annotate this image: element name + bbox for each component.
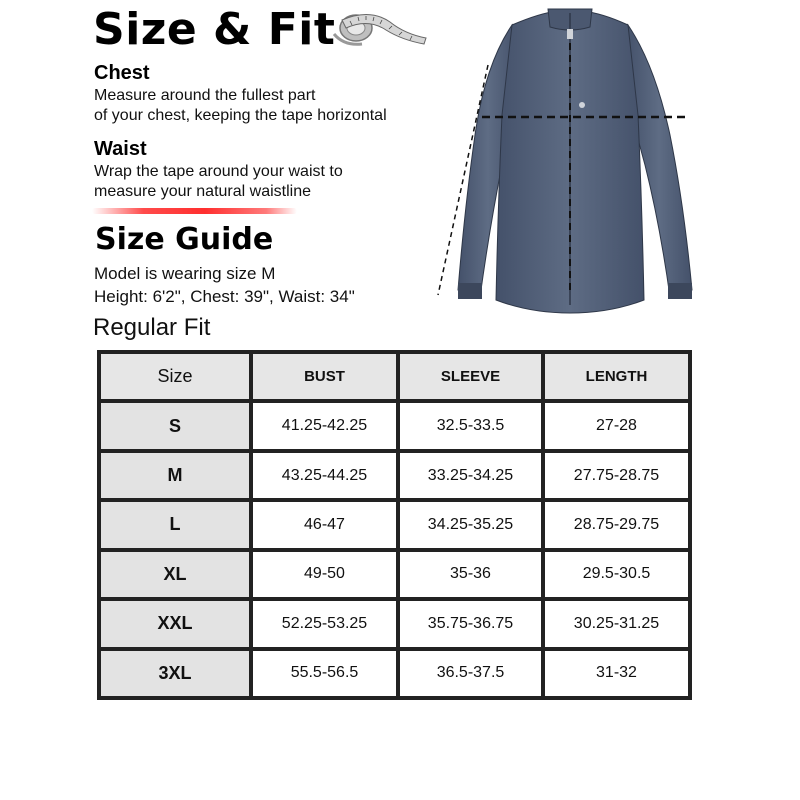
size-cell: L [99,500,251,549]
length-cell: 27.75-28.75 [543,451,690,500]
header-size: Size [99,352,251,401]
sleeve-cell: 36.5-37.5 [398,649,543,698]
shirt-image [430,5,710,335]
header-bust: BUST [251,352,398,401]
size-cell: S [99,401,251,450]
size-guide-title: Size Guide [95,222,274,257]
table-row [99,649,690,698]
model-size-text: Model is wearing size M [94,264,276,283]
waist-line-2: measure your natural waistline [94,183,311,200]
header-length: LENGTH [543,352,690,401]
size-cell: XXL [99,599,251,648]
model-stats-text: Height: 6'2", Chest: 39", Waist: 34" [94,287,355,306]
table-row [99,599,690,648]
size-cell: 3XL [99,649,251,698]
sleeve-cell: 33.25-34.25 [398,451,543,500]
bust-cell: 41.25-42.25 [251,401,398,450]
bust-cell: 55.5-56.5 [251,649,398,698]
waist-line-1: Wrap the tape around your waist to [94,163,343,180]
sleeve-cell: 34.25-35.25 [398,500,543,549]
chest-line-2: of your chest, keeping the tape horizontal [94,107,387,124]
bust-cell: 43.25-44.25 [251,451,398,500]
sleeve-cell: 35.75-36.75 [398,599,543,648]
size-table [97,350,692,700]
bust-cell: 52.25-53.25 [251,599,398,648]
sleeve-cell: 32.5-33.5 [398,401,543,450]
size-cell: M [99,451,251,500]
bust-cell: 49-50 [251,550,398,599]
sleeve-cell: 35-36 [398,550,543,599]
measuring-tape-icon [330,8,430,50]
table-row [99,500,690,549]
length-cell: 29.5-30.5 [543,550,690,599]
table-header-row [99,352,690,401]
header-sleeve: SLEEVE [398,352,543,401]
chest-line-1: Measure around the fullest part [94,87,316,104]
length-cell: 27-28 [543,401,690,450]
table-row [99,401,690,450]
page-title: Size & Fit [93,4,336,55]
red-divider [92,208,297,214]
size-cell: XL [99,550,251,599]
length-cell: 28.75-29.75 [543,500,690,549]
length-cell: 31-32 [543,649,690,698]
table-row [99,451,690,500]
length-cell: 30.25-31.25 [543,599,690,648]
bust-cell: 46-47 [251,500,398,549]
table-row [99,550,690,599]
chest-heading: Chest [94,62,150,84]
waist-heading: Waist [94,138,147,160]
fit-label: Regular Fit [93,314,211,341]
